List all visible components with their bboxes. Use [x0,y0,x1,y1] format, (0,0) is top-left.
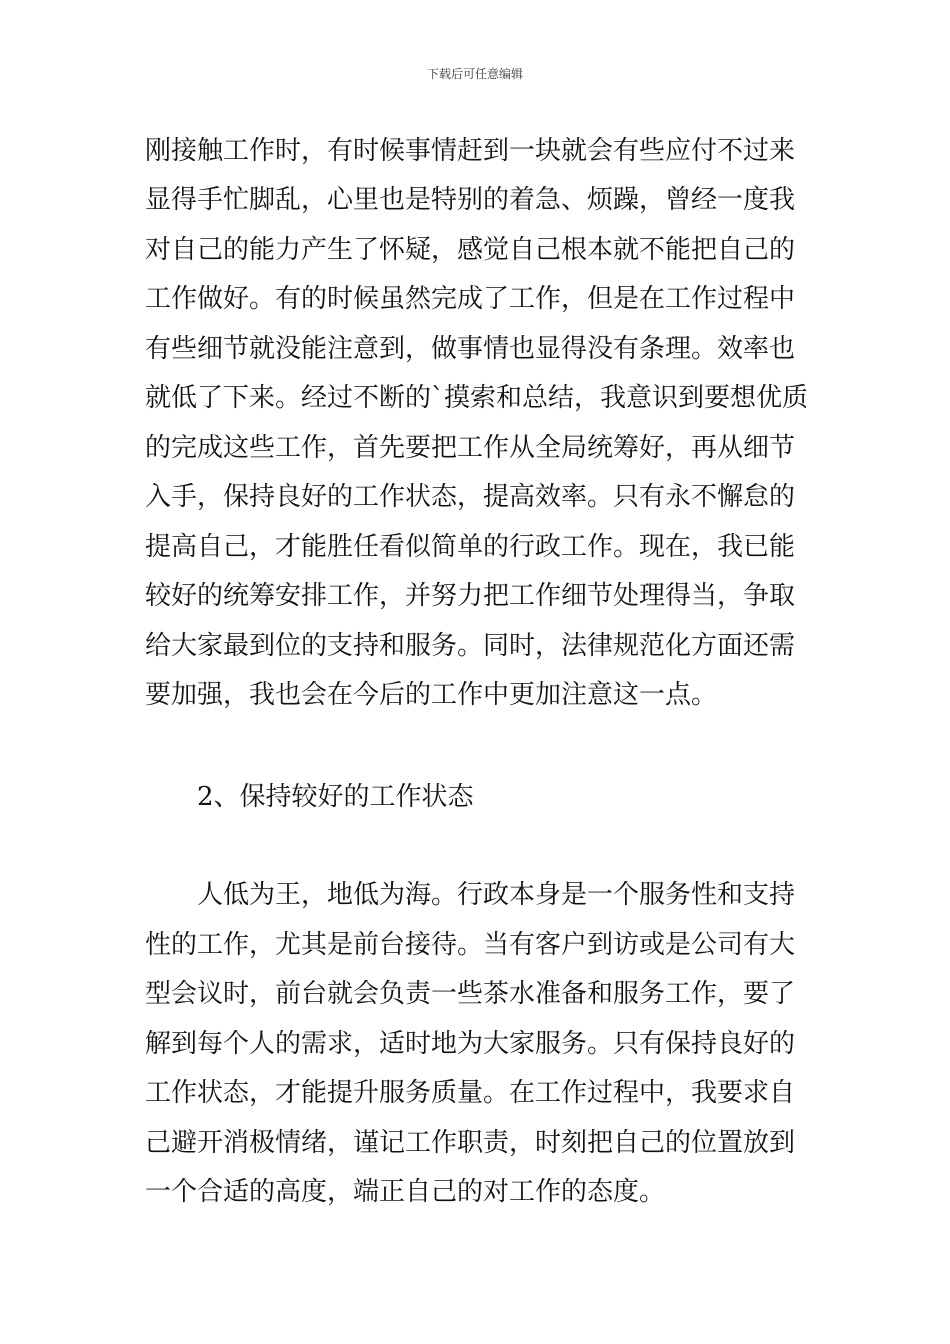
paragraph-2-line: 工作状态，才能提升服务质量。在工作过程中，我要求自 [145,1078,796,1108]
paragraph-2-line: 人低为王，地低为海。行政本身是一个服务性和支持 [197,880,796,910]
paragraph-1-line: 工作做好。有的时候虽然完成了工作，但是在工作过程中 [145,284,796,314]
paragraph-1-line: 较好的统筹安排工作，并努力把工作细节处理得当，争取 [145,581,796,611]
paragraph-2-line: 性的工作，尤其是前台接待。当有客户到访或是公司有大 [145,930,796,960]
page-header: 下载后可任意编辑 [426,67,523,81]
paragraph-1-line: 就低了下来。经过不断的`摸索和总结，我意识到要想优质 [145,383,809,413]
section-heading: 2、保持较好的工作状态 [197,782,474,812]
paragraph-1-line: 入手，保持良好的工作状态，提高效率。只有永不懈怠的 [145,482,796,512]
paragraph-1-line: 的完成这些工作，首先要把工作从全局统筹好，再从细节 [145,433,796,463]
paragraph-1-line: 要加强，我也会在今后的工作中更加注意这一点。 [145,680,718,710]
paragraph-1-line: 提高自己，才能胜任看似简单的行政工作。现在，我已能 [145,532,796,562]
paragraph-1-line: 显得手忙脚乱，心里也是特别的着急、烦躁，曾经一度我 [145,185,796,215]
paragraph-1-line: 刚接触工作时，有时候事情赶到一块就会有些应付不过来 [145,136,796,166]
paragraph-2-line: 一个合适的高度，端正自己的对工作的态度。 [145,1177,666,1207]
paragraph-2-line: 型会议时，前台就会负责一些茶水准备和服务工作，要了 [145,979,796,1009]
paragraph-1-line: 有些细节就没能注意到，做事情也显得没有条理。效率也 [145,334,796,364]
paragraph-1-line: 对自己的能力产生了怀疑，感觉自己根本就不能把自己的 [145,235,796,265]
paragraph-2-line: 解到每个人的需求，适时地为大家服务。只有保持良好的 [145,1029,796,1059]
paragraph-1-line: 给大家最到位的支持和服务。同时，法律规范化方面还需 [145,631,796,661]
paragraph-2-line: 己避开消极情绪，谨记工作职责，时刻把自己的位置放到 [145,1128,796,1158]
